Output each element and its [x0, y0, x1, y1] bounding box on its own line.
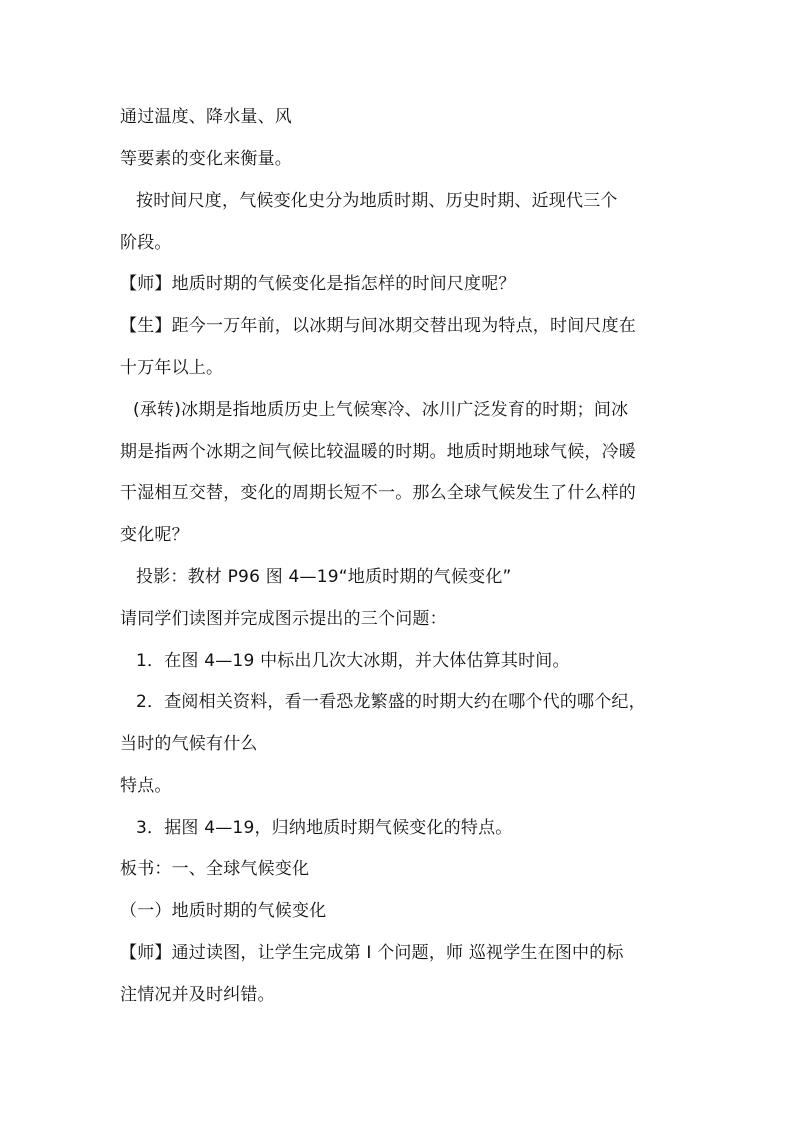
- teacher-question-line: 【师】地质时期的气候变化是指怎样的时间尺度呢？: [120, 274, 516, 294]
- paragraph-line: 干湿相互交替，变化的周期长短不一。那么全球气候发生了什么样的: [120, 483, 636, 503]
- paragraph-line: 阶段。: [120, 233, 172, 253]
- teacher-instruction-line: 【师】通过读图，让学生完成第 I 个问题，师 巡视学生在图中的标: [120, 943, 624, 963]
- question-item: 3．据图 4—19，归纳地质时期气候变化的特点。: [136, 818, 513, 838]
- question-item-continued: 当时的气候有什么: [120, 734, 258, 754]
- student-answer-line: 【生】距今一万年前，以冰期与间冰期交替出现为特点，时间尺度在: [120, 316, 636, 336]
- instruction-line: 请同学们读图并完成图示提出的三个问题：: [120, 609, 447, 629]
- paragraph-line: 注情况并及时纠错。: [120, 985, 275, 1005]
- paragraph-line: 按时间尺度，气候变化史分为地质时期、历史时期、近现代三个: [136, 191, 618, 211]
- paragraph-line: 变化呢？: [120, 525, 189, 545]
- paragraph-line: (承转)冰期是指地质历史上气候寒冷、冰川广泛发育的时期；间冰: [133, 400, 629, 420]
- question-item: 1．在图 4—19 中标出几次大冰期，并大体估算其时间。: [136, 651, 570, 671]
- paragraph-line: 通过温度、降水量、风: [120, 107, 292, 127]
- paragraph-line: 期是指两个冰期之间气候比较温暖的时期。地质时期地球气候，冷暖: [120, 442, 636, 462]
- projection-line: 投影：教材 P96 图 4—19“地质时期的气候变化”: [136, 567, 512, 587]
- paragraph-line: 十万年以上。: [120, 358, 224, 378]
- board-subheading: （一）地质时期的气候变化: [120, 901, 327, 921]
- paragraph-line: 等要素的变化来衡量。: [120, 149, 292, 169]
- board-heading: 板书：一、全球气候变化: [120, 859, 310, 879]
- question-item: 2．查阅相关资料，看一看恐龙繁盛的时期大约在哪个代的哪个纪，: [136, 692, 646, 712]
- question-item-continued: 特点。: [120, 776, 172, 796]
